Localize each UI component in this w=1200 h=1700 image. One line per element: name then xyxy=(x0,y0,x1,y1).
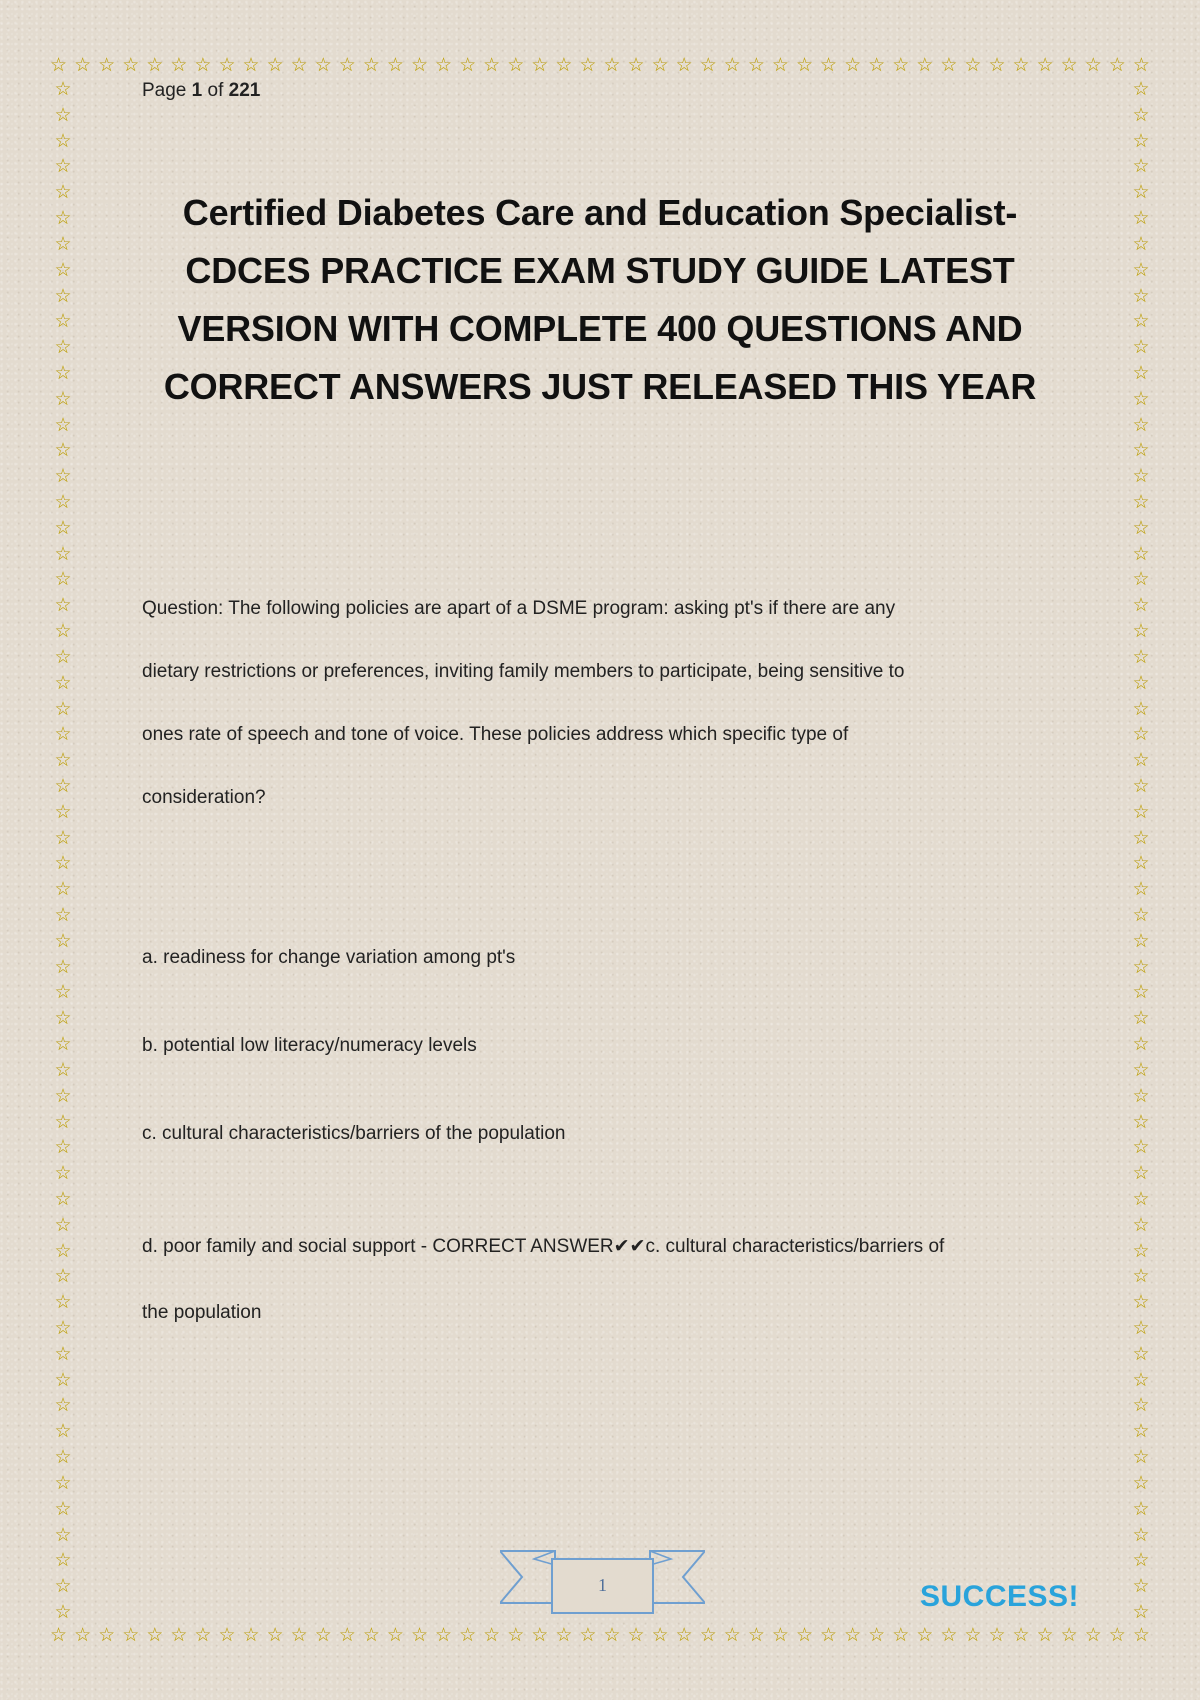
answer-line: d. poor family and social support - CORRECT ANSWER✔✔c. cultural characteristics/barriers of xyxy=(142,1236,945,1257)
star-outline-icon: ☆ xyxy=(54,955,72,978)
star-outline-icon: ☆ xyxy=(1132,904,1150,926)
star-outline-icon: ☆ xyxy=(1036,53,1054,76)
star-outline-icon: ☆ xyxy=(54,1471,72,1494)
star-outline-icon: ☆ xyxy=(54,1549,72,1572)
star-outline-icon: ☆ xyxy=(1132,207,1150,230)
star-outline-icon: ☆ xyxy=(1132,387,1150,410)
star-outline-icon: ☆ xyxy=(1132,594,1150,617)
star-outline-icon: ☆ xyxy=(54,336,72,359)
star-outline-icon: ☆ xyxy=(1132,800,1150,823)
border-left xyxy=(50,80,76,1622)
star-outline-icon: ☆ xyxy=(266,53,284,76)
title-line: CORRECT ANSWERS JUST RELEASED THIS YEAR xyxy=(163,366,1037,407)
star-outline-icon: ☆ xyxy=(54,878,72,901)
star-outline-icon: ☆ xyxy=(459,53,477,76)
star-outline-icon: ☆ xyxy=(386,1623,404,1646)
star-outline-icon: ☆ xyxy=(54,1162,72,1185)
star-outline-icon: ☆ xyxy=(54,723,72,746)
star-outline-icon: ☆ xyxy=(988,53,1006,76)
star-outline-icon: ☆ xyxy=(54,232,72,255)
star-outline-icon: ☆ xyxy=(242,1623,260,1646)
star-outline-icon: ☆ xyxy=(362,53,380,76)
star-outline-icon: ☆ xyxy=(1132,129,1150,152)
star-outline-icon: ☆ xyxy=(892,1623,910,1646)
star-outline-icon: ☆ xyxy=(651,1623,669,1646)
star-outline-icon: ☆ xyxy=(1132,671,1150,694)
option-a: a. readiness for change variation among pt's xyxy=(142,947,516,968)
document-title xyxy=(130,184,1070,416)
star-outline-icon: ☆ xyxy=(1084,1623,1102,1646)
star-outline-icon: ☆ xyxy=(1132,1497,1150,1520)
star-outline-icon: ☆ xyxy=(54,78,72,100)
star-outline-icon: ☆ xyxy=(290,1623,308,1646)
title-line: CDCES PRACTICE EXAM STUDY GUIDE LATEST xyxy=(185,250,1015,291)
star-outline-icon: ☆ xyxy=(1132,1213,1150,1236)
star-outline-icon: ☆ xyxy=(820,53,838,76)
star-outline-icon: ☆ xyxy=(844,1623,862,1646)
star-outline-icon: ☆ xyxy=(723,53,741,76)
star-outline-icon: ☆ xyxy=(146,1623,164,1646)
star-outline-icon: ☆ xyxy=(54,1368,72,1391)
star-outline-icon: ☆ xyxy=(1132,258,1150,281)
star-outline-icon: ☆ xyxy=(54,258,72,281)
star-outline-icon: ☆ xyxy=(1132,516,1150,539)
star-outline-icon: ☆ xyxy=(868,1623,886,1646)
star-outline-icon: ☆ xyxy=(892,53,910,76)
question-line: dietary restrictions or preferences, inviting family members to participate, being sensitive to xyxy=(142,661,905,682)
star-outline-icon: ☆ xyxy=(940,53,958,76)
ribbon-page-number: 1 xyxy=(598,1575,607,1595)
star-outline-icon: ☆ xyxy=(1108,53,1126,76)
star-outline-icon: ☆ xyxy=(54,284,72,307)
star-outline-icon: ☆ xyxy=(122,53,140,76)
star-outline-icon: ☆ xyxy=(771,1623,789,1646)
star-outline-icon: ☆ xyxy=(54,697,72,720)
star-outline-icon: ☆ xyxy=(54,129,72,152)
star-outline-icon: ☆ xyxy=(483,53,501,76)
title-line: VERSION WITH COMPLETE 400 QUESTIONS AND xyxy=(177,308,1023,349)
star-outline-icon: ☆ xyxy=(1132,1033,1150,1056)
star-outline-icon: ☆ xyxy=(98,1623,116,1646)
star-outline-icon: ☆ xyxy=(54,361,72,384)
star-outline-icon: ☆ xyxy=(1132,413,1150,436)
border-bottom xyxy=(50,1622,1150,1648)
star-outline-icon: ☆ xyxy=(54,1007,72,1030)
star-outline-icon: ☆ xyxy=(314,1623,332,1646)
star-outline-icon: ☆ xyxy=(54,516,72,539)
star-outline-icon: ☆ xyxy=(1132,1575,1150,1598)
star-outline-icon: ☆ xyxy=(483,1623,501,1646)
option-c: c. cultural characteristics/barriers of the population xyxy=(142,1123,566,1144)
star-outline-icon: ☆ xyxy=(1132,1291,1150,1314)
page-total: 221 xyxy=(228,80,261,101)
star-outline-icon: ☆ xyxy=(1084,53,1102,76)
star-outline-icon: ☆ xyxy=(844,53,862,76)
star-outline-icon: ☆ xyxy=(1132,852,1150,875)
star-outline-icon: ☆ xyxy=(1132,620,1150,643)
star-outline-icon: ☆ xyxy=(194,53,212,76)
star-outline-icon: ☆ xyxy=(603,1623,621,1646)
star-outline-icon: ☆ xyxy=(1132,491,1150,513)
star-outline-icon: ☆ xyxy=(988,1623,1006,1646)
star-outline-icon: ☆ xyxy=(54,387,72,410)
star-outline-icon: ☆ xyxy=(54,181,72,204)
star-outline-icon: ☆ xyxy=(1132,981,1150,1004)
star-outline-icon: ☆ xyxy=(916,53,934,76)
star-outline-icon: ☆ xyxy=(54,1084,72,1107)
star-outline-icon: ☆ xyxy=(964,1623,982,1646)
star-outline-icon: ☆ xyxy=(1132,542,1150,565)
page-of: of xyxy=(207,80,224,101)
star-outline-icon: ☆ xyxy=(1132,1317,1150,1339)
star-outline-icon: ☆ xyxy=(1132,749,1150,772)
star-outline-icon: ☆ xyxy=(54,568,72,591)
star-outline-icon: ☆ xyxy=(54,1317,72,1339)
star-outline-icon: ☆ xyxy=(868,53,886,76)
star-outline-icon: ☆ xyxy=(54,645,72,668)
star-outline-icon: ☆ xyxy=(531,1623,549,1646)
star-outline-icon: ☆ xyxy=(54,207,72,230)
star-outline-icon: ☆ xyxy=(1132,1623,1150,1646)
star-outline-icon: ☆ xyxy=(54,671,72,694)
star-outline-icon: ☆ xyxy=(54,1136,72,1159)
star-outline-icon: ☆ xyxy=(98,53,116,76)
title-line: Certified Diabetes Care and Education Specialist- xyxy=(182,192,1018,233)
star-outline-icon: ☆ xyxy=(170,1623,188,1646)
star-outline-icon: ☆ xyxy=(1132,1471,1150,1494)
answer-text xyxy=(142,1214,1062,1346)
star-outline-icon: ☆ xyxy=(266,1623,284,1646)
star-outline-icon: ☆ xyxy=(54,1575,72,1598)
star-outline-icon: ☆ xyxy=(459,1623,477,1646)
star-outline-icon: ☆ xyxy=(940,1623,958,1646)
star-outline-icon: ☆ xyxy=(1012,53,1030,76)
star-outline-icon: ☆ xyxy=(54,1239,72,1262)
star-outline-icon: ☆ xyxy=(338,1623,356,1646)
success-label: SUCCESS! xyxy=(920,1580,1080,1613)
star-outline-icon: ☆ xyxy=(1132,439,1150,462)
star-outline-icon: ☆ xyxy=(54,491,72,513)
star-outline-icon: ☆ xyxy=(54,542,72,565)
star-outline-icon: ☆ xyxy=(290,53,308,76)
star-outline-icon: ☆ xyxy=(699,53,717,76)
star-outline-icon: ☆ xyxy=(1132,310,1150,333)
star-outline-icon: ☆ xyxy=(50,53,68,76)
star-outline-icon: ☆ xyxy=(338,53,356,76)
star-outline-icon: ☆ xyxy=(170,53,188,76)
star-outline-icon: ☆ xyxy=(54,800,72,823)
page-number-label xyxy=(142,80,260,102)
question-text xyxy=(142,577,1062,829)
star-outline-icon: ☆ xyxy=(1132,1007,1150,1030)
star-outline-icon: ☆ xyxy=(1132,1136,1150,1159)
star-outline-icon: ☆ xyxy=(54,155,72,178)
star-outline-icon: ☆ xyxy=(1132,1058,1150,1081)
star-outline-icon: ☆ xyxy=(675,1623,693,1646)
star-outline-icon: ☆ xyxy=(531,53,549,76)
star-outline-icon: ☆ xyxy=(54,1394,72,1417)
star-outline-icon: ☆ xyxy=(1132,878,1150,901)
star-outline-icon: ☆ xyxy=(1132,697,1150,720)
star-outline-icon: ☆ xyxy=(1132,103,1150,126)
star-outline-icon: ☆ xyxy=(54,1291,72,1314)
star-outline-icon: ☆ xyxy=(74,53,92,76)
star-outline-icon: ☆ xyxy=(218,1623,236,1646)
star-outline-icon: ☆ xyxy=(54,594,72,617)
star-outline-icon: ☆ xyxy=(54,1523,72,1546)
star-outline-icon: ☆ xyxy=(54,749,72,772)
star-outline-icon: ☆ xyxy=(916,1623,934,1646)
star-outline-icon: ☆ xyxy=(410,53,428,76)
star-outline-icon: ☆ xyxy=(1132,1523,1150,1546)
star-outline-icon: ☆ xyxy=(1132,361,1150,384)
star-outline-icon: ☆ xyxy=(507,53,525,76)
star-outline-icon: ☆ xyxy=(1108,1623,1126,1646)
question-line: Question: The following policies are apart of a DSME program: asking pt's if there are any xyxy=(142,598,896,619)
star-outline-icon: ☆ xyxy=(1132,1549,1150,1572)
star-outline-icon: ☆ xyxy=(1132,1110,1150,1133)
star-outline-icon: ☆ xyxy=(1132,723,1150,746)
star-outline-icon: ☆ xyxy=(1132,568,1150,591)
star-outline-icon: ☆ xyxy=(555,1623,573,1646)
star-outline-icon: ☆ xyxy=(579,53,597,76)
star-outline-icon: ☆ xyxy=(1132,1084,1150,1107)
star-outline-icon: ☆ xyxy=(410,1623,428,1646)
star-outline-icon: ☆ xyxy=(54,620,72,643)
star-outline-icon: ☆ xyxy=(54,1265,72,1288)
star-outline-icon: ☆ xyxy=(1132,53,1150,76)
star-outline-icon: ☆ xyxy=(122,1623,140,1646)
star-outline-icon: ☆ xyxy=(54,774,72,797)
star-outline-icon: ☆ xyxy=(1132,774,1150,797)
question-line: ones rate of speech and tone of voice. These policies address which specific type of xyxy=(142,724,849,745)
star-outline-icon: ☆ xyxy=(1012,1623,1030,1646)
star-outline-icon: ☆ xyxy=(579,1623,597,1646)
star-outline-icon: ☆ xyxy=(54,1446,72,1469)
star-outline-icon: ☆ xyxy=(1132,181,1150,204)
star-outline-icon: ☆ xyxy=(242,53,260,76)
star-outline-icon: ☆ xyxy=(771,53,789,76)
border-right xyxy=(1128,80,1154,1622)
star-outline-icon: ☆ xyxy=(54,1497,72,1520)
star-outline-icon: ☆ xyxy=(1132,1600,1150,1623)
star-outline-icon: ☆ xyxy=(627,53,645,76)
star-outline-icon: ☆ xyxy=(699,1623,717,1646)
star-outline-icon: ☆ xyxy=(54,1187,72,1210)
star-outline-icon: ☆ xyxy=(1060,53,1078,76)
star-outline-icon: ☆ xyxy=(54,981,72,1004)
question-line: consideration? xyxy=(142,787,266,808)
star-outline-icon: ☆ xyxy=(1132,955,1150,978)
star-outline-icon: ☆ xyxy=(1132,929,1150,952)
star-outline-icon: ☆ xyxy=(314,53,332,76)
star-outline-icon: ☆ xyxy=(964,53,982,76)
star-outline-icon: ☆ xyxy=(1132,645,1150,668)
star-outline-icon: ☆ xyxy=(146,53,164,76)
star-outline-icon: ☆ xyxy=(675,53,693,76)
star-outline-icon: ☆ xyxy=(555,53,573,76)
star-outline-icon: ☆ xyxy=(1132,1342,1150,1365)
page-prefix: Page xyxy=(142,80,187,101)
star-outline-icon: ☆ xyxy=(1132,1446,1150,1469)
star-outline-icon: ☆ xyxy=(435,1623,453,1646)
star-outline-icon: ☆ xyxy=(54,310,72,333)
star-outline-icon: ☆ xyxy=(1060,1623,1078,1646)
star-outline-icon: ☆ xyxy=(54,1213,72,1236)
star-outline-icon: ☆ xyxy=(50,1623,68,1646)
star-outline-icon: ☆ xyxy=(54,852,72,875)
border-top xyxy=(50,52,1150,78)
star-outline-icon: ☆ xyxy=(820,1623,838,1646)
star-outline-icon: ☆ xyxy=(54,103,72,126)
star-outline-icon: ☆ xyxy=(747,53,765,76)
star-outline-icon: ☆ xyxy=(1132,336,1150,359)
star-outline-icon: ☆ xyxy=(194,1623,212,1646)
star-outline-icon: ☆ xyxy=(1132,465,1150,488)
star-outline-icon: ☆ xyxy=(218,53,236,76)
star-outline-icon: ☆ xyxy=(795,53,813,76)
star-outline-icon: ☆ xyxy=(1132,1239,1150,1262)
star-outline-icon: ☆ xyxy=(54,1342,72,1365)
page-ribbon-badge xyxy=(500,1545,705,1625)
star-outline-icon: ☆ xyxy=(1132,1368,1150,1391)
answer-line: the population xyxy=(142,1302,262,1323)
star-outline-icon: ☆ xyxy=(362,1623,380,1646)
page-current: 1 xyxy=(191,80,203,101)
star-outline-icon: ☆ xyxy=(54,1600,72,1623)
star-outline-icon: ☆ xyxy=(54,1110,72,1133)
star-outline-icon: ☆ xyxy=(1132,1265,1150,1288)
star-outline-icon: ☆ xyxy=(54,413,72,436)
star-outline-icon: ☆ xyxy=(54,826,72,849)
star-outline-icon: ☆ xyxy=(747,1623,765,1646)
star-outline-icon: ☆ xyxy=(1132,1162,1150,1185)
option-b: b. potential low literacy/numeracy levels xyxy=(142,1035,477,1056)
star-outline-icon: ☆ xyxy=(651,53,669,76)
star-outline-icon: ☆ xyxy=(54,1033,72,1056)
star-outline-icon: ☆ xyxy=(435,53,453,76)
star-outline-icon: ☆ xyxy=(507,1623,525,1646)
star-outline-icon: ☆ xyxy=(627,1623,645,1646)
star-outline-icon: ☆ xyxy=(603,53,621,76)
star-outline-icon: ☆ xyxy=(1132,1420,1150,1443)
star-outline-icon: ☆ xyxy=(74,1623,92,1646)
star-outline-icon: ☆ xyxy=(1132,826,1150,849)
star-outline-icon: ☆ xyxy=(1132,1187,1150,1210)
star-outline-icon: ☆ xyxy=(1132,155,1150,178)
star-outline-icon: ☆ xyxy=(1132,232,1150,255)
star-outline-icon: ☆ xyxy=(723,1623,741,1646)
star-outline-icon: ☆ xyxy=(1036,1623,1054,1646)
star-outline-icon: ☆ xyxy=(54,904,72,926)
star-outline-icon: ☆ xyxy=(54,929,72,952)
star-outline-icon: ☆ xyxy=(54,1420,72,1443)
star-outline-icon: ☆ xyxy=(1132,1394,1150,1417)
star-outline-icon: ☆ xyxy=(54,1058,72,1081)
star-outline-icon: ☆ xyxy=(54,465,72,488)
star-outline-icon: ☆ xyxy=(386,53,404,76)
star-outline-icon: ☆ xyxy=(1132,284,1150,307)
star-outline-icon: ☆ xyxy=(54,439,72,462)
star-outline-icon: ☆ xyxy=(795,1623,813,1646)
star-outline-icon: ☆ xyxy=(1132,78,1150,100)
